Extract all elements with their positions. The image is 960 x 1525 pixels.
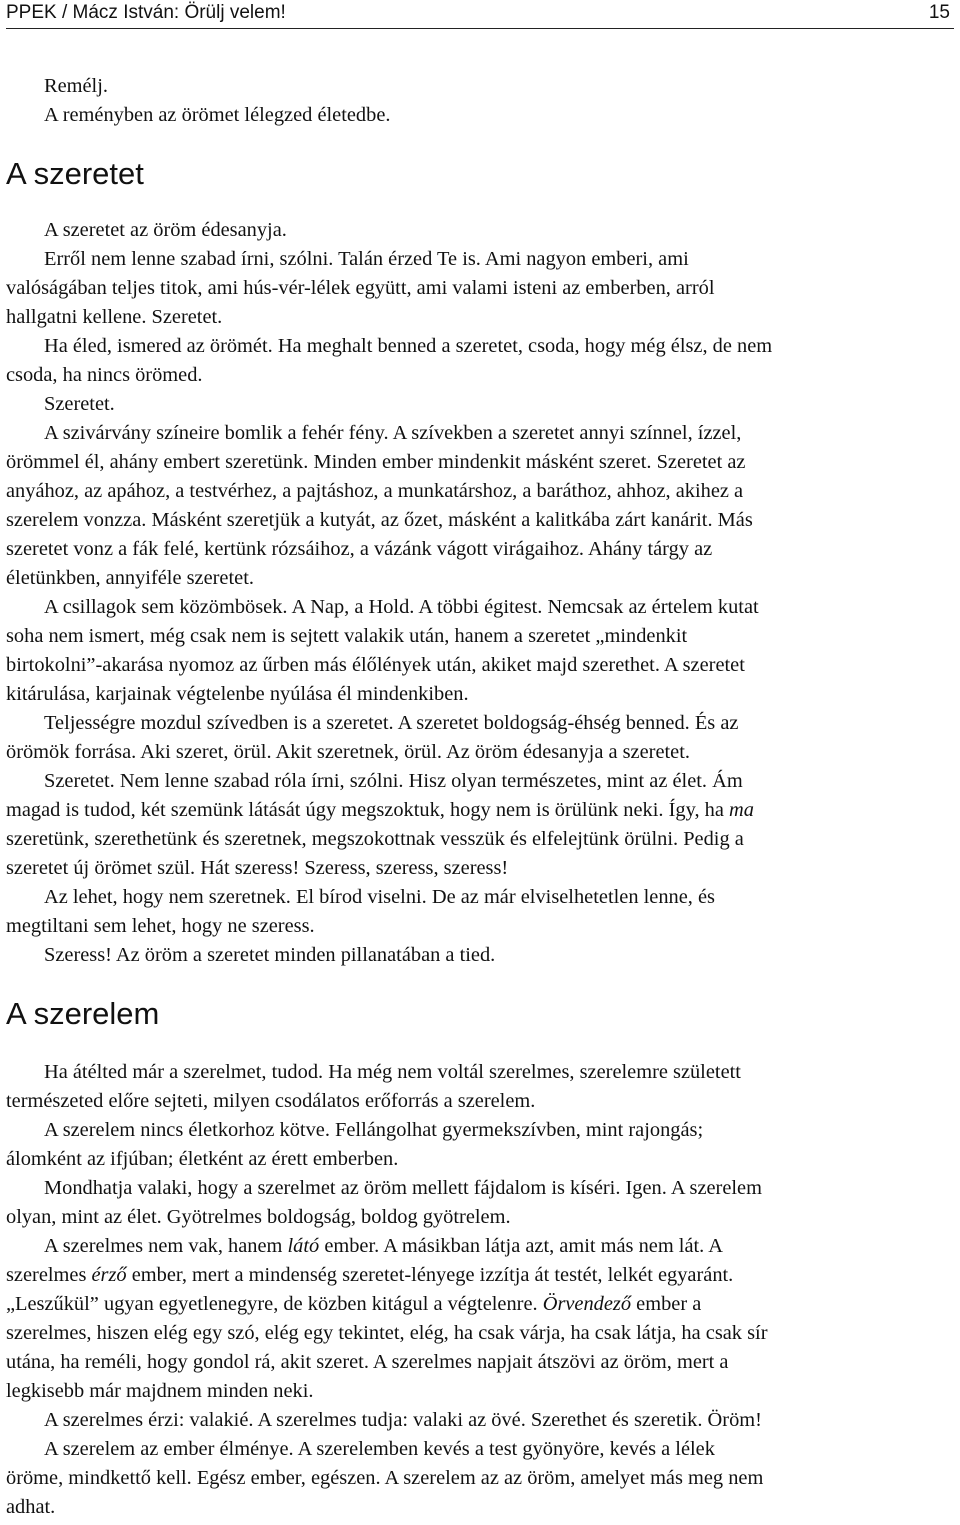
text-line: olyan, mint az élet. Gyötrelmes boldogság, boldog gyötrelem. [6,1206,511,1228]
text-line: öröme, mindkettő kell. Egész ember, egészen. A szerelem az az öröm, amelyet más meg nem [6,1467,764,1489]
section-szeretet [6,216,948,970]
text-line: Erről nem lenne szabad írni, szólni. Talán érzed Te is. Ami nagyon emberi, ami [44,248,689,270]
text-line: természeted előre sejteti, milyen csodálatos erőforrás a szerelem. [6,1090,536,1112]
text-line: A szeretet az öröm édesanyja. [44,219,287,241]
page-number: 15 [928,2,950,23]
text-line: életünkben, annyiféle szeretet. [6,567,254,589]
text-line: A szerelem nincs életkorhoz kötve. Fellángolhat gyermekszívben, mint rajongás; [44,1119,704,1141]
text-line: szerelmes érző ember, mert a mindenség szeretet-lényege izzítja át testét, lelkét egyaránt. [6,1264,734,1286]
text-line: Szeress! Az öröm a szeretet minden pillanatában a tied. [44,944,496,966]
text-line: szerelmes, hiszen elég egy szó, elég egy tekintet, elég, ha csak várja, ha csak látja, ha csak sír [6,1322,768,1344]
intro [6,72,948,130]
text-line: kitárulása, karjainak végtelenbe nyúlása él mindenkiben. [6,683,469,705]
text-line: legkisebb már majdnem minden neki. [6,1380,314,1402]
text-line: szerelem vonzza. Másként szeretjük a kutyát, az őzet, másként a kalitkába zárt kanárit. Más [6,509,753,531]
text-line: Teljességre mozdul szívedben is a szeretet. A szeretet boldogság-éhség benned. És az [44,712,739,734]
text-line: szeretünk, szerethetünk és szeretnek, megszokottnak vesszük és elfelejtünk örülni. Pedig a [6,828,744,850]
text-line: valóságában teljes titok, ami hús-vér-lélek együtt, ami valami isteni az emberben, arról [6,277,715,299]
intro-line: A reményben az örömet lélegzed életedbe. [44,104,391,126]
text-line: álomként az ifjúban; életként az érett emberben. [6,1148,399,1170]
text-line: soha nem ismert, még csak nem is sejtett valakik után, hanem a szeretet „mindenkit [6,625,688,647]
document-body [6,72,948,1522]
text-line: birtokolni”-akarása nyomoz az űrben más élőlények után, akiket majd szerethet. A szeretet [6,654,745,676]
text-line: megtiltani sem lehet, hogy ne szeress. [6,915,315,937]
section-szerelem [6,1058,948,1522]
text-line: Az lehet, hogy nem szeretnek. El bírod viselni. De az már elviselhetetlen lenne, és [44,886,715,908]
text-line: A szivárvány színeire bomlik a fehér fény. A szívekben a szeretet annyi színnel, ízzel, [44,422,742,444]
section-heading-szeretet: A szeretet [6,156,144,191]
text-line: A csillagok sem közömbösek. A Nap, a Hold. A többi égitest. Nemcsak az értelem kutat [44,596,759,618]
text-line: magad is tudod, két szemünk látását úgy megszoktuk, hogy nem is örülünk neki. Így, ha ma [6,799,754,821]
text-line: szeretet új örömet szül. Hát szeress! Szeress, szeress, szeress! [6,857,509,879]
text-line: anyához, az apához, a testvérhez, a pajtáshoz, a munkatárshoz, a baráthoz, ahhoz, akihez a [6,480,744,502]
intro-line: Remélj. [44,75,108,97]
text-line: adhat. [6,1496,56,1518]
text-line: Szeretet. [44,393,115,415]
text-line: A szerelem az ember élménye. A szerelemben kevés a test gyönyöre, kevés a lélek [44,1438,715,1460]
document-title: PPEK / Mácz István: Örülj velem! [6,2,286,23]
text-line: örömök forrása. Aki szeret, örül. Akit szeretnek, örül. Az öröm édesanyja a szeretet. [6,741,690,763]
text-line: csoda, ha nincs örömed. [6,364,203,386]
text-line: utána, ha reméli, hogy gondol rá, akit szeret. A szerelmes napjait átszövi az öröm, mert a [6,1351,729,1373]
text-line: szeretet vonz a fák felé, kertünk rózsáihoz, a vázánk vágott virágaihoz. Ahány tárgy az [6,538,713,560]
page-header [6,0,954,29]
text-line: Szeretet. Nem lenne szabad róla írni, szólni. Hisz olyan természetes, mint az élet. Ám [44,770,743,792]
text-line: örömmel él, ahány embert szeretünk. Minden ember mindenkit másként szeret. Szeretet az [6,451,746,473]
text-line: hallgatni kellene. Szeretet. [6,306,223,328]
text-line: Ha átélted már a szerelmet, tudod. Ha még nem voltál szerelmes, szerelemre született [44,1061,741,1083]
text-line: Mondhatja valaki, hogy a szerelmet az öröm mellett fájdalom is kíséri. Igen. A szerelem [44,1177,762,1199]
text-line: Ha éled, ismered az örömét. Ha meghalt benned a szeretet, csoda, hogy még élsz, de nem [44,335,773,357]
text-line: A szerelmes nem vak, hanem látó ember. A másikban látja azt, amit más nem lát. A [44,1235,723,1257]
section-heading-szerelem: A szerelem [6,996,160,1031]
text-line: „Leszűkül” ugyan egyetlenegyre, de közben kitágul a végtelenre. Örvendező ember a [6,1293,702,1315]
text-line: A szerelmes érzi: valakié. A szerelmes tudja: valaki az övé. Szerethet és szeretik. Öröm! [44,1409,762,1431]
